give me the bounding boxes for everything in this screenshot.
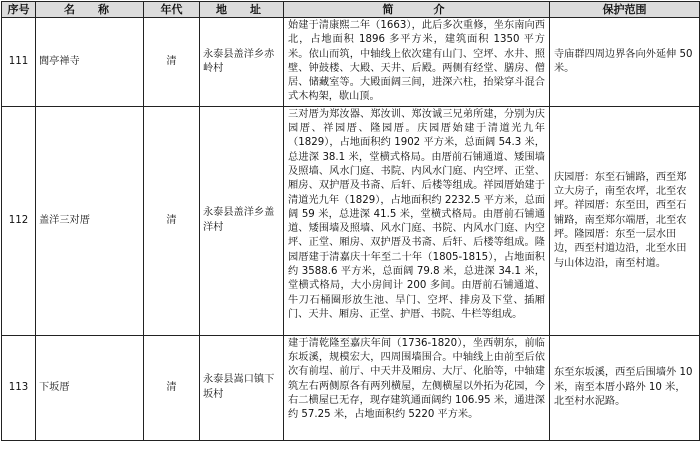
row-era: 清 bbox=[144, 18, 200, 107]
row-era: 清 bbox=[144, 335, 200, 440]
table-row bbox=[2, 335, 700, 440]
row-protection: 寺庙群四周边界各向外延伸 50 米。 bbox=[550, 18, 700, 107]
row-protection: 东至东坂溪，西至后围墙外 10 米，南至本厝小路外 10 米，北至村水泥路。 bbox=[550, 335, 700, 440]
row-no: 112 bbox=[2, 106, 36, 335]
row-name: 盖洋三对厝 bbox=[36, 106, 144, 335]
header-no: 序号 bbox=[2, 2, 36, 18]
row-intro: 始建于清康熙二年（1663），此后多次重修，坐东南向西北，占地面积 1896 多平方米，建筑面积 1350 平方米。依山而筑，中轴线上依次建有山门、空坪、水井、照壁、钟鼓楼、大殿、天井、后殿。两侧有经堂、膳房、僧居、储藏室等。大殿面阔三间，进深六柱，抬梁穿斗混合式木构架，歇山顶。 bbox=[284, 18, 550, 107]
row-address: 永泰县盖洋乡赤岭村 bbox=[200, 18, 284, 107]
table-row bbox=[2, 18, 700, 107]
row-intro: 建于清乾隆至嘉庆年间（1736-1820），坐西朝东，前临东坂溪，规模宏大，四周围墙围合。中轴线上由前至后依次有前埕、前厅、中天井及厢房、大厅、化胎等，中轴建筑左右两侧原各有两列横屋，左侧横屋以外拓为花园，今右二横屋已无存，现存建筑通面阔约 106.95 米，通进深约 57.25 米，占地面积约 5220 平方米。 bbox=[284, 335, 550, 440]
header-row bbox=[2, 2, 700, 18]
table-row bbox=[2, 106, 700, 335]
header-era: 年代 bbox=[144, 2, 200, 18]
heritage-table bbox=[1, 1, 700, 441]
header-intro: 简 介 bbox=[284, 2, 550, 18]
row-name: 閭亭禅寺 bbox=[36, 18, 144, 107]
row-intro: 三对厝为郑汝器、郑汝训、郑汝诚三兄弟所建，分别为庆园厝、祥园厝、隆园厝。庆园厝始建于清道光九年（1829），占地面积约 1902 平方米，总面阔 54.3 米，总进深 38.1 米，堂横式格局。由厝前石铺通道、矮围墙及照墙、风水门庭、书院、内风水门庭、内空坪、正堂、厢房、双护厝及书斋、后轩、后楼等组成。祥园厝始建于清道光九年（1829），占地面积约 2232.5 平方米，总面阔 59 米，总进深 41.5 米，堂横式格局。由厝前石铺通道、矮围墙及照墙、风水门庭、书院、内风水门庭、内空坪、正堂、厢房、双护厝及书斋、后轩、后楼等组成。隆园厝建于清嘉庆十年至二十年（1805-1815），占地面积约 3588.6 平方米，总面阔 79.8 米，总进深 34.1 米，堂横式格局，大小房间计 200 多间。由厝前石铺通道、牛刀石桶圈形放生池、旱门、空坪、排房及下堂、插厢门、天井、厢房、正堂、护厝、书院、牛栏等组成。 bbox=[284, 106, 550, 335]
header-name: 名 称 bbox=[36, 2, 144, 18]
row-name: 下坂厝 bbox=[36, 335, 144, 440]
row-address: 永泰县嵩口镇下坂村 bbox=[200, 335, 284, 440]
row-no: 111 bbox=[2, 18, 36, 107]
row-address: 永泰县盖洋乡盖洋村 bbox=[200, 106, 284, 335]
row-no: 113 bbox=[2, 335, 36, 440]
row-era: 清 bbox=[144, 106, 200, 335]
header-protection: 保护范围 bbox=[550, 2, 700, 18]
row-protection: 庆园厝：东至石铺路，西至郑立大房子，南至农坪，北至农坪。祥园厝：东至田，西至石铺路，南至郑尔端厝，北至农坪。隆园厝：东至一层水田边，西至村道边沿，北至水田与山体边沿，南至村道。 bbox=[550, 106, 700, 335]
header-address: 地 址 bbox=[200, 2, 284, 18]
